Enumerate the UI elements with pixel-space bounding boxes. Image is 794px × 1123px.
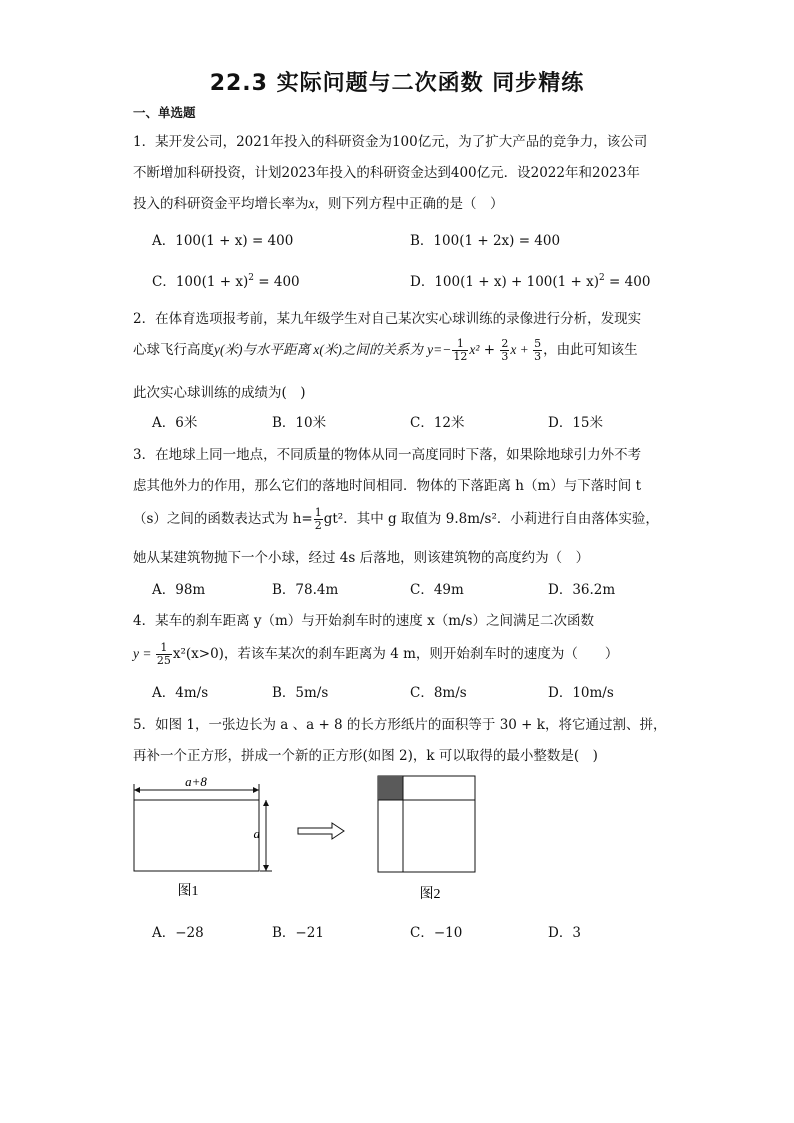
q3-option-c[interactable]: C．49m <box>410 582 464 598</box>
q2-text-b: y(米)与水平距离 <box>214 342 310 357</box>
fig1-arrowhead-bottom <box>263 865 269 871</box>
q2-frac-1: $\frac{1}{12}$ <box>453 337 468 363</box>
q5-line-2: 再补一个正方形，拼成一个新的正方形(如图 2)，k 可以取得的最小整数是( ) <box>133 748 598 764</box>
q5-option-a[interactable]: A．−28 <box>152 925 204 941</box>
fig1-arrowhead-top <box>263 800 269 806</box>
q3-option-b[interactable]: B．78.4m <box>272 582 339 598</box>
fig1-top-label: a+8 <box>185 774 207 789</box>
q3-line-4: 她从某建筑物抛下一个小球，经过 4s 后落地，则该建筑物的高度约为（ ） <box>133 550 590 566</box>
fig2-caption: 图2 <box>419 887 441 902</box>
fig1-side-label: a <box>253 826 260 841</box>
q2-option-b[interactable]: B．10米 <box>272 415 327 431</box>
q3-option-a[interactable]: A．98m <box>152 582 206 598</box>
q2-x-squared: x² <box>469 342 480 357</box>
fig1-rectangle <box>134 800 259 871</box>
q1-line-3b: ，则下列方程中正确的是（ ） <box>314 196 504 212</box>
q1-line-2: 不断增加科研投资，计划2023年投入的科研资金达到400亿元．设2022年和2023年 <box>133 165 640 181</box>
section-heading: 一、单选题 <box>133 105 196 120</box>
q4-line-2 <box>133 642 618 667</box>
q1-option-d[interactable] <box>410 270 650 290</box>
q3-line-1: 3．在地球上同一地点，不同质量的物体从同一高度同时下落，如果除地球引力外不考 <box>133 447 642 463</box>
q5-figures <box>126 770 496 910</box>
q1-option-b[interactable]: B．100(1 + 2x) = 400 <box>410 233 561 249</box>
q5-option-d[interactable]: D．3 <box>548 925 581 941</box>
q1-line-3 <box>133 192 504 212</box>
q4-frac: $\frac{1}{25}$ <box>156 641 171 667</box>
q3-text-b: gt²．其中 g 取值为 9.8m/s²．小莉进行自由落体实验， <box>323 511 659 527</box>
fig1-caption: 图1 <box>177 884 199 899</box>
q1-option-c[interactable] <box>152 270 300 290</box>
q2-line-3: 此次实心球训练的成绩为( ) <box>133 385 306 401</box>
q1-line-1: 1．某开发公司，2021年投入的科研资金为100亿元，为了扩大产品的竞争力，该公司 <box>133 134 648 150</box>
q2-frac-3: $\frac{5}{3}$ <box>534 337 542 363</box>
q1-option-c-exp: 2 <box>248 273 254 283</box>
fig2-small-square <box>378 776 403 800</box>
q1-option-d-base: D．100(1 + x) + 100(1 + x) <box>410 274 600 290</box>
q5-option-b[interactable]: B．−21 <box>272 925 324 941</box>
q2-option-a[interactable]: A．6米 <box>152 415 198 431</box>
q2-x-plus: x + <box>510 342 533 357</box>
q5-line-1: 5．如图 1，一张边长为 a 、a + 8 的长方形纸片的面积等于 30 + k，将它通过割、拼， <box>133 717 667 733</box>
q1-option-a[interactable]: A．100(1 + x) = 400 <box>152 233 294 249</box>
fig1-arrowhead-left <box>134 787 140 793</box>
q2-text-a: 心球飞行高度 <box>133 342 214 358</box>
q4-option-d[interactable]: D．10m/s <box>548 685 614 701</box>
q1-option-c-base: C．100(1 + x) <box>152 274 249 290</box>
q2-plus: + <box>479 342 500 358</box>
q2-option-c[interactable]: C．12米 <box>410 415 465 431</box>
q2-line-2 <box>133 338 638 363</box>
q3-line-3 <box>133 507 659 532</box>
q4-text-a: y = <box>133 646 155 661</box>
q4-text-b: x²(x>0)，若该车某次的刹车距离为 4 m，则开始刹车时的速度为（ ） <box>172 646 619 662</box>
q3-text-a: （s）之间的函数表达式为 h= <box>133 511 313 527</box>
q2-option-d[interactable]: D．15米 <box>548 415 604 431</box>
q2-text-c: x(米)之间的关系为 <box>309 342 423 357</box>
page-title: 22.3 实际问题与二次函数 同步精练 <box>209 71 585 96</box>
q1-variable: x <box>308 196 315 211</box>
q4-line-1: 4．某车的刹车距离 y（m）与开始刹车时的速度 x（m/s）之间满足二次函数 <box>133 613 594 629</box>
q2-text-d: ，由此可知该生 <box>543 342 638 358</box>
q2-frac-2: $\frac{2}{3}$ <box>501 337 509 363</box>
q2-line-1: 2．在体育选项报考前，某九年级学生对自己某次实心球训练的录像进行分析，发现实 <box>133 311 642 327</box>
q4-option-c[interactable]: C．8m/s <box>410 685 467 701</box>
q1-line-3a: 投入的科研资金平均增长率为 <box>133 196 309 212</box>
q1-option-c-rhs: = 400 <box>253 274 300 290</box>
q4-option-a[interactable]: A．4m/s <box>152 685 209 701</box>
q4-option-b[interactable]: B．5m/s <box>272 685 329 701</box>
q3-option-d[interactable]: D．36.2m <box>548 582 616 598</box>
q3-line-2: 虑其他外力的作用，那么它们的落地时间相同．物体的下落距离 h（m）与下落时间 t <box>133 478 642 494</box>
q1-option-d-exp: 2 <box>599 273 605 283</box>
q3-frac: $\frac{1}{2}$ <box>314 506 322 532</box>
q1-option-d-rhs: = 400 <box>604 274 651 290</box>
q5-option-c[interactable]: C．−10 <box>410 925 463 941</box>
fig1-arrowhead-right <box>253 787 259 793</box>
transform-arrow-icon <box>298 823 344 839</box>
q2-eq-lhs: y=− <box>427 342 452 357</box>
